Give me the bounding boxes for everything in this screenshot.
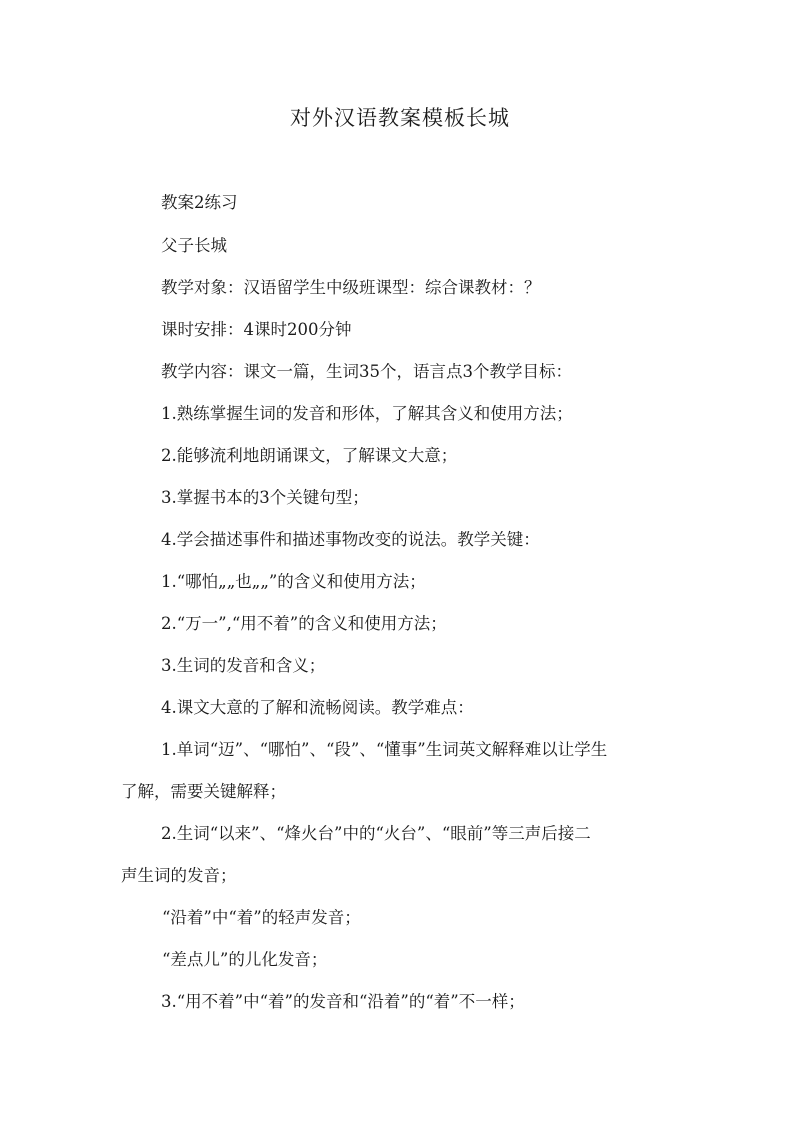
paragraph-continuation: 声生词的发音；	[121, 866, 237, 885]
paragraph: 教案2练习	[161, 193, 238, 212]
paragraph: 1.单词“迈”、“哪怕”、“段”、“懂事”生词英文解释难以让学生	[161, 740, 608, 759]
paragraph: “差点儿”的儿化发音；	[162, 950, 328, 969]
paragraph: “沿着”中“着”的轻声发音；	[162, 908, 361, 927]
paragraph: 4.学会描述事件和描述事物改变的说法。教学关键：	[161, 530, 540, 549]
paragraph: 3.掌握书本的3个关键句型；	[161, 488, 369, 507]
paragraph: 2.能够流利地朗诵课文，了解课文大意；	[161, 446, 458, 465]
paragraph: 2.生词“以来”、“烽火台”中的“火台”、“眼前”等三声后接二	[161, 824, 591, 843]
paragraph: 4.课文大意的了解和流畅阅读。教学难点：	[161, 698, 474, 717]
paragraph: 教学内容：课文一篇，生词35个，语言点3个教学目标：	[161, 362, 572, 381]
paragraph: 教学对象：汉语留学生中级班课型：综合课教材：？	[161, 278, 541, 297]
paragraph: 3.生词的发音和含义；	[161, 656, 326, 675]
paragraph: 课时安排：4课时200分钟	[161, 320, 352, 339]
paragraph: 2.“万一”,“用不着”的含义和使用方法；	[161, 614, 447, 633]
paragraph: 1.“哪怕„„也„„”的含义和使用方法；	[161, 572, 426, 591]
document-title: 对外汉语教案模板长城	[290, 106, 510, 130]
paragraph-continuation: 了解，需要关键解释；	[121, 782, 286, 801]
paragraph: 1.熟练掌握生词的发音和形体，了解其含义和使用方法；	[161, 404, 573, 423]
paragraph: 父子长城	[161, 236, 227, 255]
paragraph: 3.“用不着”中“着”的发音和“沿着”的“着”不一样；	[161, 992, 525, 1011]
